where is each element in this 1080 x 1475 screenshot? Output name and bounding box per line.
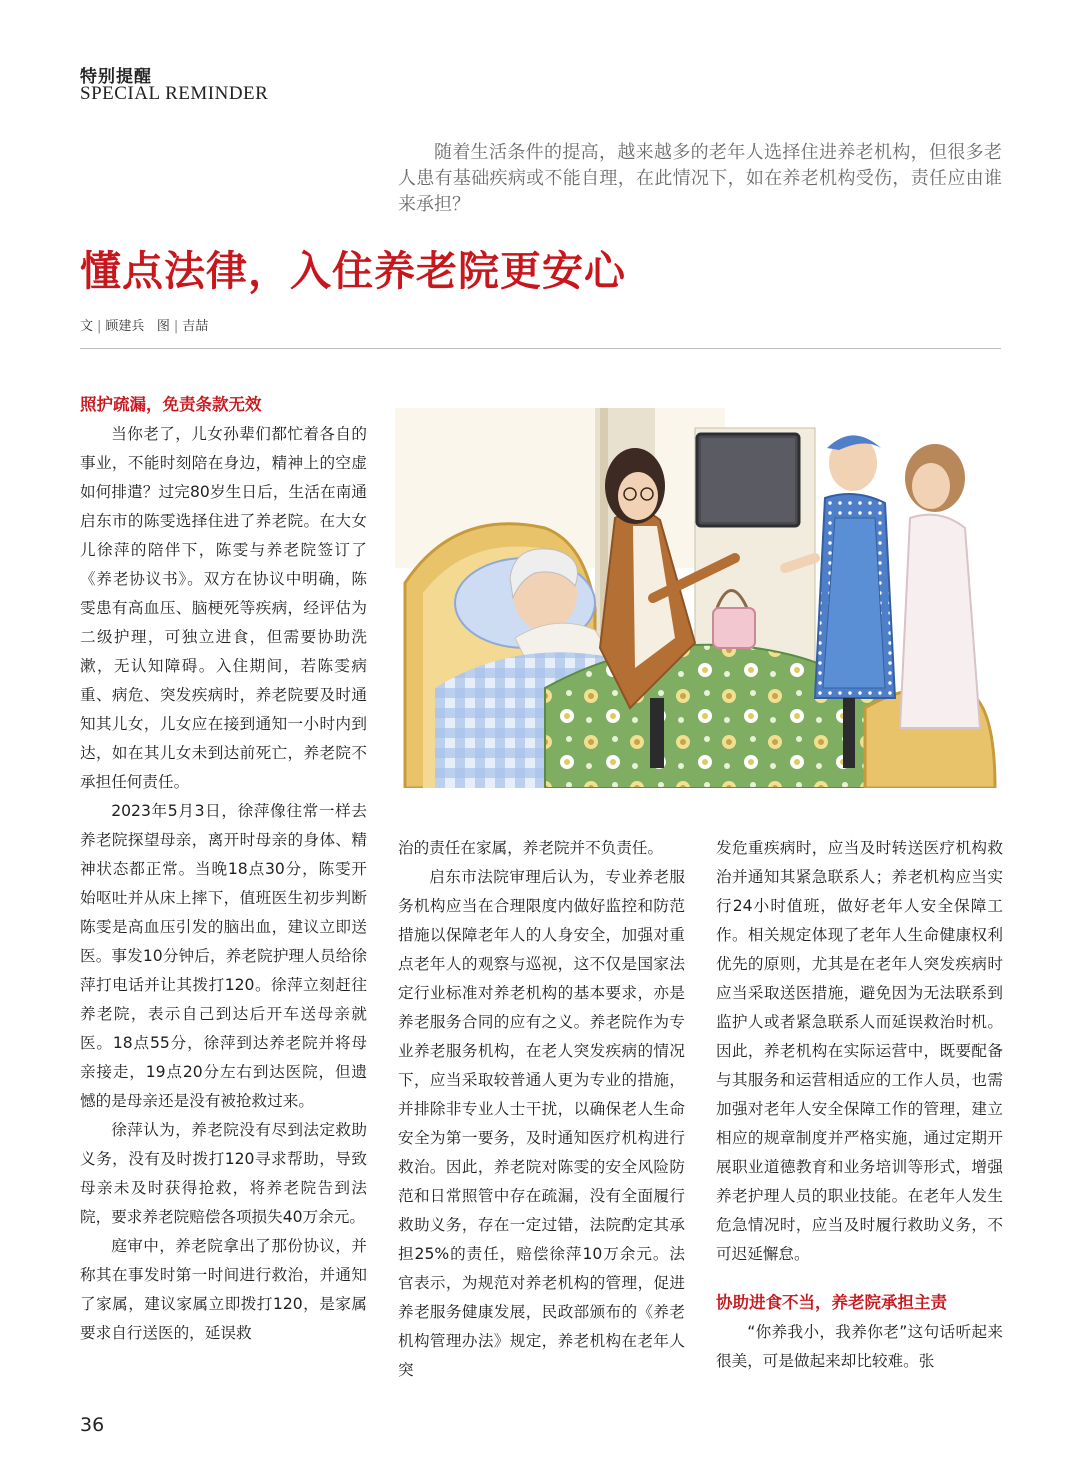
column-3: [716, 834, 1003, 1376]
byline-text-label: 文: [80, 319, 94, 334]
subheading-feeding-assistance: 协助进食不当，养老院承担主责: [716, 1293, 947, 1312]
byline-divider: |: [97, 319, 102, 334]
paragraph: 2023年5月3日，徐萍像往常一样去养老院探望母亲，离开时母亲的身体、精神状态都正常。当晚18点30分，陈雯开始呕吐并从床上摔下，值班医生初步判断陈雯是高血压引发的脑出血，建议立即送医。事发10分钟后，养老院护理人员给徐萍打电话并让其拨打120。徐萍立刻赶往养老院，表示自己到达后开车送母亲就医。18点55分，徐萍到达养老院并将母亲接走，19点20分左右到达医院，但遗憾的是母亲还是没有被抢救过来。: [80, 802, 367, 1110]
byline-illustrator: 吉喆: [182, 319, 209, 334]
page-number: 36: [80, 1414, 105, 1436]
column-1: [80, 391, 367, 1348]
section-label-en: SPECIAL REMINDER: [80, 83, 269, 104]
paragraph: 当你老了，儿女孙辈们都忙着各自的事业，不能时刻陪在身边，精神上的空虚如何排遣？过完80岁生日后，生活在南通启东市的陈雯选择住进了养老院。在大女儿徐萍的陪伴下，陈雯与养老院签订了《养老协议书》。双方在协议中明确，陈雯患有高血压、脑梗死等疾病，经评估为二级护理，可独立进食，但需要协助洗漱，无认知障碍。入住期间，若陈雯病重、病危、突发疾病时，养老院要及时通知其儿女，儿女应在接到通知一小时内到达，如在其儿女未到达前死亡，养老院不承担任何责任。: [80, 425, 367, 791]
nursing-home-illustration: [395, 408, 1003, 788]
byline-image-label: 图: [156, 319, 170, 334]
section-label-cn: 特别提醒: [80, 67, 152, 87]
paragraph: 徐萍认为，养老院没有尽到法定救助义务，没有及时拨打120寻求帮助，导致母亲未及时获得抢救，将养老院告到法院，要求养老院赔偿各项损失40万余元。: [80, 1121, 367, 1226]
paragraph: 发危重疾病时，应当及时转送医疗机构救治并通知其紧急联系人；养老机构应当实行24小时值班，做好老年人安全保障工作。相关规定体现了老年人生命健康权利优先的原则，尤其是在老年人突发疾病时应当采取送医措施，避免因为无法联系到监护人或者紧急联系人而延误救治时机。因此，养老机构在实际运营中，既要配备与其服务和运营相适应的工作人员，也需加强对老年人安全保障工作的管理，建立相应的规章制度并严格实施，通过定期开展职业道德教育和业务培训等形式，增强养老护理人员的职业技能。在老年人发生危急情况时，应当及时履行救助义务，不可迟延懈怠。: [716, 839, 1003, 1263]
header-rule: [80, 348, 1001, 349]
paragraph: “你养我小，我养你老”这句话听起来很美，可是做起来却比较难。张: [716, 1323, 1003, 1370]
paragraph: 治的责任在家属，养老院并不负责任。: [398, 839, 664, 857]
subheading-care-negligence: 照护疏漏，免责条款无效: [80, 395, 262, 414]
paragraph: 庭审中，养老院拿出了那份协议，并称其在事发时第一时间进行救治，并通知了家属，建议家属立即拨打120，是家属要求自行送医的，延误救: [80, 1237, 367, 1342]
byline: [80, 315, 208, 334]
intro-paragraph: 随着生活条件的提高，越来越多的老年人选择住进养老机构，但很多老人患有基础疾病或不能自理，在此情况下，如在养老机构受伤，责任应由谁来承担？: [398, 142, 1002, 215]
column-2: [398, 834, 685, 1385]
article-title: 懂点法律，入住养老院更安心: [80, 247, 626, 295]
byline-divider: |: [173, 319, 179, 334]
byline-author: 顾建兵: [105, 319, 145, 334]
paragraph: 启东市法院审理后认为，专业养老服务机构应当在合理限度内做好监控和防范措施以保障老年人的人身安全，加强对重点老年人的观察与巡视，这不仅是国家法定行业标准对养老机构的基本要求，亦是养老服务合同的应有之义。养老院作为专业养老服务机构，在老人突发疾病的情况下，应当采取较普通人更为专业的措施，并排除非专业人士干扰，以确保老人生命安全为第一要务，及时通知医疗机构进行救治。因此，养老院对陈雯的安全风险防范和日常照管中存在疏漏，没有全面履行救助义务，存在一定过错，法院酌定其承担25%的责任，赔偿徐萍10万余元。法官表示，为规范对养老机构的管理，促进养老服务健康发展，民政部颁布的《养老机构管理办法》规定，养老机构在老年人突: [398, 868, 685, 1379]
